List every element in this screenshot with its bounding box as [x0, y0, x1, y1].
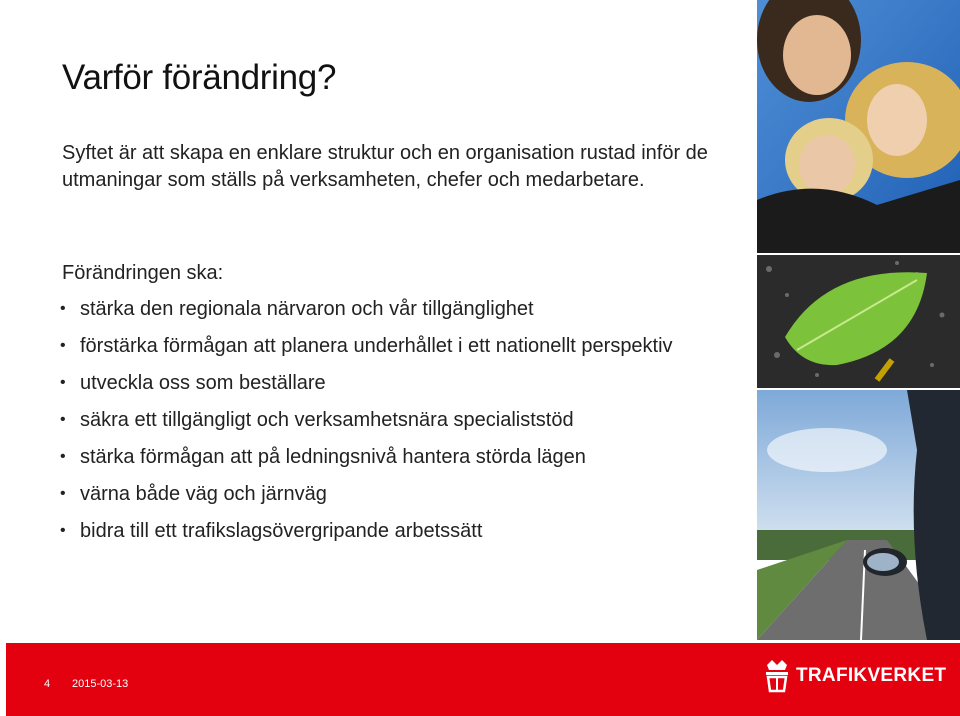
- list-item: • stärka den regionala närvaron och vår tillgänglighet: [60, 298, 534, 320]
- bullet-icon: •: [60, 411, 66, 428]
- list-item: • värna både väg och järnväg: [60, 483, 327, 505]
- leaf-photo: [757, 255, 960, 388]
- list-item: • bidra till ett trafikslagsövergripande arbetssätt: [60, 520, 483, 542]
- crown-icon: [762, 657, 792, 695]
- list-lead: Förändringen ska:: [62, 262, 224, 284]
- list-item: • stärka förmågan att på ledningsnivå hantera störda lägen: [60, 446, 586, 468]
- page-number: 4: [44, 678, 51, 690]
- bullet-icon: •: [60, 485, 66, 502]
- bullet-icon: •: [60, 448, 66, 465]
- list-item: • förstärka förmågan att planera underhållet i ett nationellt perspektiv: [60, 335, 673, 357]
- intro-paragraph: Syftet är att skapa en enklare struktur och en organisation rustad inför de utmaningar som ställs på verksamheten, chefer och medarbetare.: [62, 142, 708, 191]
- bullet-icon: •: [60, 374, 66, 391]
- list-item: • utveckla oss som beställare: [60, 372, 326, 394]
- bullet-icon: •: [60, 522, 66, 539]
- footer-date: 2015-03-13: [72, 678, 129, 690]
- photo-column: [757, 0, 960, 640]
- bullet-icon: •: [60, 300, 66, 317]
- logo-wordmark: TRAFIKVERKET: [796, 665, 947, 686]
- slide-title: Varför förändring?: [62, 58, 337, 97]
- road-photo: [757, 390, 960, 640]
- bullet-list: [58, 296, 738, 555]
- trafikverket-logo: [762, 657, 952, 697]
- list-item: • säkra ett tillgängligt och verksamhetsnära specialiststöd: [60, 409, 574, 431]
- footer-bar: [6, 643, 960, 716]
- bullet-icon: •: [60, 337, 66, 354]
- children-photo: [757, 0, 960, 253]
